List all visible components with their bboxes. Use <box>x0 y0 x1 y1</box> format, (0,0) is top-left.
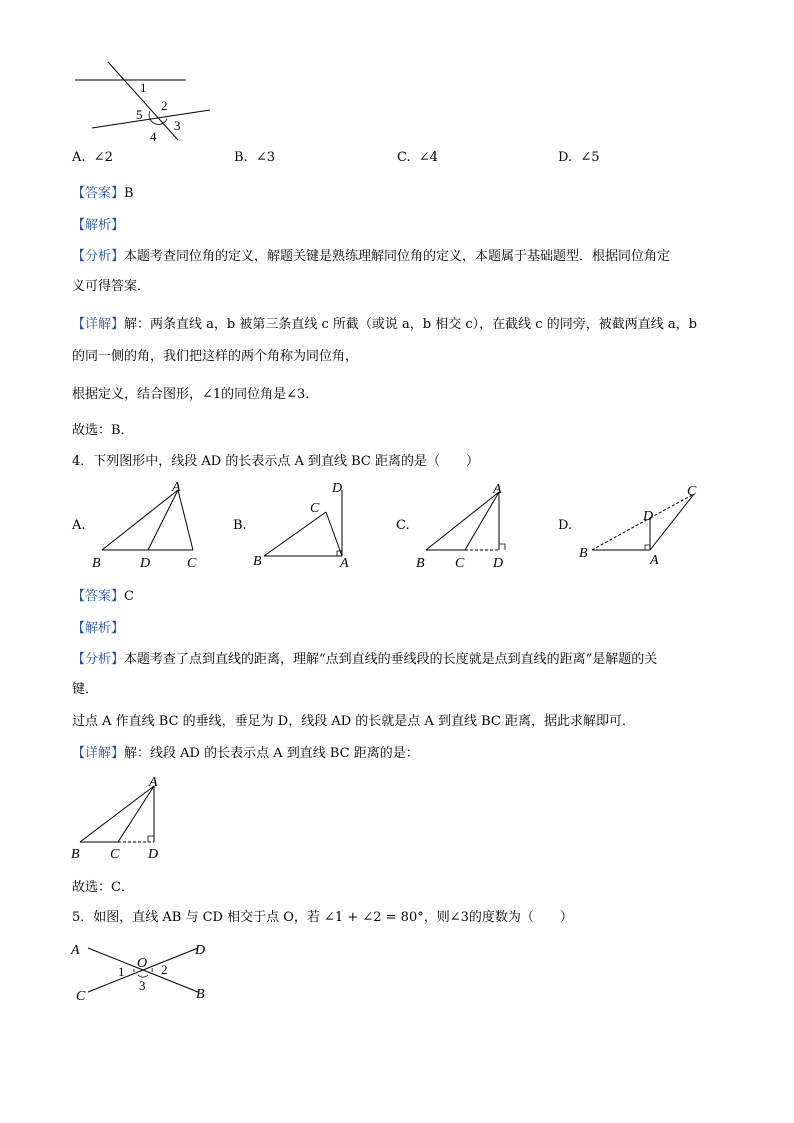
q4-option-c-letter: C. <box>396 518 410 533</box>
q3-detail-line2: 的同一侧的角，我们把这样的两个角称为同位角， <box>72 349 359 364</box>
label-A: A <box>493 482 502 497</box>
label-D: D <box>148 847 159 862</box>
label-A: A <box>650 553 659 568</box>
answer-tag: 【答案】 <box>72 589 125 604</box>
q4-option-b-figure <box>248 478 368 573</box>
label-D: D <box>493 556 504 571</box>
detail-text: 解：两条直线 a，b 被第三条直线 c 所截（或说 a，b 相交 c），在截线 c 的同旁，被截两直线 a，b <box>124 317 697 332</box>
label-C: C <box>110 847 120 862</box>
label-C: C <box>310 501 320 516</box>
q3-answer <box>72 182 134 201</box>
q4-option-a-figure <box>88 478 213 573</box>
option-letter: C. <box>397 150 411 165</box>
detail-tag: 【详解】 <box>72 317 125 332</box>
analysis-text: 本题考查了点到直线的距离，理解“点到直线的垂线段的长度就是点到直线的距离”是解题的关 <box>124 652 658 667</box>
label-2: 2 <box>161 962 168 977</box>
label-O: O <box>137 956 148 971</box>
analysis-text: 本题考查同位角的定义，解题关键是熟练理解同位角的定义，本题属于基础题型．根据同位角定 <box>124 249 671 264</box>
q3-analysis-line1 <box>72 245 670 264</box>
q4-option-b-letter: B. <box>233 518 247 533</box>
q3-detail-line3: 根据定义，结合图形，∠1的同位角是∠3． <box>72 387 319 402</box>
q5-stem: 5．如图，直线 AB 与 CD 相交于点 O，若 ∠1 + ∠2 = 80°，则∠3的度数为（ ） <box>72 910 573 925</box>
q3-option-b <box>234 150 275 165</box>
label-B: B <box>196 987 205 1002</box>
option-value: ∠2 <box>93 150 113 165</box>
option-letter: D. <box>558 150 573 165</box>
label-A: A <box>340 556 349 571</box>
label-C: C <box>687 484 697 499</box>
answer-tag: 【答案】 <box>72 186 125 201</box>
answer-value: C <box>124 589 134 604</box>
q4-jiexi-tag: 【解析】 <box>72 621 125 636</box>
option-letter: B. <box>234 150 248 165</box>
q4-stem: 4．下列图形中，线段 AD 的长表示点 A 到直线 BC 距离的是（ ） <box>72 454 480 469</box>
line-b <box>92 110 210 128</box>
q3-analysis-line2: 义可得答案． <box>72 279 151 294</box>
label-2: 2 <box>161 98 168 113</box>
q3-detail-line1 <box>72 313 697 332</box>
label-B: B <box>416 556 425 571</box>
q3-option-c <box>397 150 438 165</box>
q4-analysis-line3: 过点 A 作直线 BC 的垂线，垂足为 D，线段 AD 的长就是点 A 到直线 BC 距离，据此求解即可． <box>72 714 635 729</box>
label-B: B <box>579 546 588 561</box>
label-A: A <box>172 480 181 495</box>
q4-option-d-figure <box>572 478 707 573</box>
label-D: D <box>643 509 654 524</box>
q4-answer <box>72 585 134 604</box>
q3-choose: 故选：B． <box>72 423 134 438</box>
label-B: B <box>71 847 80 862</box>
label-C: C <box>76 989 86 1004</box>
label-C: C <box>455 556 465 571</box>
q3-option-a <box>72 150 113 165</box>
label-3: 3 <box>174 118 181 133</box>
label-D: D <box>140 556 151 571</box>
option-value: ∠4 <box>418 150 439 165</box>
line-c <box>108 62 178 140</box>
q4-option-d-letter: D. <box>558 518 573 533</box>
q4-choose: 故选：C． <box>72 880 134 895</box>
analysis-tag: 【分析】 <box>72 249 125 264</box>
option-value: ∠3 <box>255 150 276 165</box>
label-5: 5 <box>136 107 143 122</box>
detail-tag: 【详解】 <box>72 746 125 761</box>
q4-analysis-line2: 键． <box>72 682 99 697</box>
label-A: A <box>71 943 80 958</box>
q5-figure <box>68 934 218 1010</box>
q4-detail-line1 <box>72 742 419 761</box>
label-B: B <box>92 556 101 571</box>
label-4: 4 <box>150 129 157 144</box>
q4-option-c-figure <box>410 478 525 573</box>
q4-analysis-line1 <box>72 648 657 667</box>
q3-jiexi-tag: 【解析】 <box>72 218 125 233</box>
label-A: A <box>149 775 158 790</box>
label-B: B <box>253 554 262 569</box>
label-3: 3 <box>139 978 146 993</box>
label-C: C <box>187 556 197 571</box>
label-D: D <box>332 481 343 496</box>
detail-text: 解：线段 AD 的长表示点 A 到直线 BC 距离的是： <box>124 746 419 761</box>
option-letter: A. <box>72 150 86 165</box>
q3-figure <box>70 58 220 148</box>
q4-option-a-letter: A. <box>72 518 86 533</box>
option-value: ∠5 <box>580 150 600 165</box>
label-1: 1 <box>140 80 147 95</box>
label-D: D <box>195 943 206 958</box>
label-1: 1 <box>118 964 125 979</box>
answer-value: B <box>124 186 134 201</box>
q3-option-d <box>558 150 600 165</box>
q4-detail-figure <box>68 770 178 862</box>
analysis-tag: 【分析】 <box>72 652 125 667</box>
